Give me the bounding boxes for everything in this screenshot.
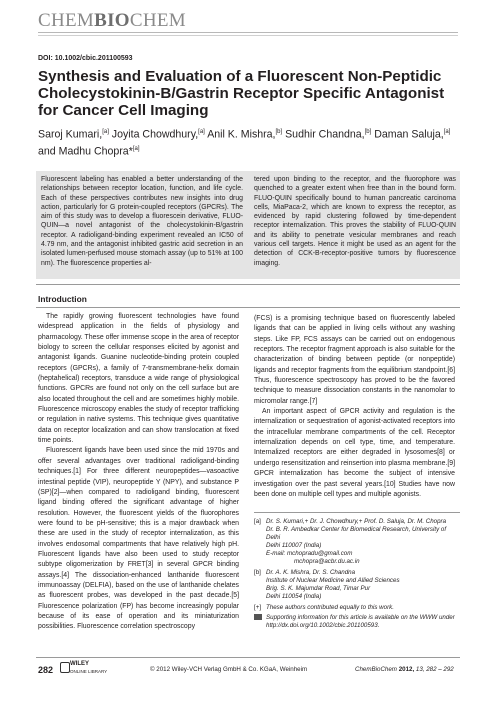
affiliation-tag: [a] <box>254 518 261 525</box>
body-paragraph: (FCS) is a promising technique based on fluorescently labeled ligands that can be applied in living cells without any washing steps. Like FP, FCS assays can be carried out on endogenous receptors. The receptor fragment approach is also suitable for the characterization of binding between peptide (or nonpeptide) ligands and receptor fragments from the equilibrium standpoint.[6] Thus, fluorescence spectroscopy has proved to be the favored technique to measure dissociation constants in the nanomolar to micromolar range.[7] <box>254 315 455 405</box>
body-paragraph: Fluorescent ligands have been used since the mid 1970s and offer several advantages over traditional radioligand-binding techniques.[1] For three different neuropeptides—vasoactive intestinal peptide (VIP), neuropeptide Y (NPY), and substance P (SP)[2]—when compared to radioligand binding, fluorescent ligand binding offered the significant advantage of higher resolution. However, the fluorescent yields of the fluorophores were found to be pH-sensitive; this is a major drawback when these are used in the study of receptor internalization, as this involves endosomal compartments that have relatively high pH. Fluorescent ligands have also been used to study receptor subtype oligomerization by FRET[3] in several GPCR binding assays.[4] The dissociation-enhanced lanthanide fluorescent immunoassay (DELFIA), based on the use of lanthanide chelates as fluorescent probes, was developed in the past decade.[5] Fluorescence polarization (FP) has become increasingly popular because of its ease of operation and its miniaturization possibilities. Fluorescence correlation spectroscopy <box>38 447 239 631</box>
section-divider <box>36 307 460 308</box>
affiliation-mark: [b] <box>364 129 372 135</box>
author-name: Anil K. Mishra, <box>204 128 276 141</box>
abstract-box <box>36 171 460 279</box>
copyright-notice: © 2012 Wiley-VCH Verlag GmbH & Co. KGaA, Weinheim <box>150 666 308 673</box>
affiliation-line: Institute of Nuclear Medicine and Allied Sciences <box>266 577 400 584</box>
author-name: Saroj Kumari, <box>38 128 103 141</box>
note-tag: [+] <box>254 604 262 611</box>
header-rule-secondary <box>38 35 458 36</box>
author-name: Sudhir Chandna, <box>282 128 365 141</box>
email-link[interactable]: mchopra@acbr.du.ac.in <box>294 558 360 565</box>
abstract-text-right: tered upon binding to the receptor, and the fluorophore was quenched to a greater extent when free than in the bound form. FLUO-QUIN specifically bound to human pancreatic carcinoma cells, MiaPaca-2, which are known to express the receptor, as evidenced by rapid clustering followed by time-dependent receptor internalization. This proves the stability of FLUO-QUIN and its ability to penetrate vesicular membranes and reach various cell targets. Hence it might be used as an agent for the detection of CCK-B-receptor-positive tumors by fluorescence imaging. <box>254 176 456 267</box>
author-name: Joyita Chowdhury, <box>108 128 199 141</box>
page-number: 282 <box>38 665 54 675</box>
author-list <box>38 125 468 158</box>
supporting-info-note <box>254 614 460 630</box>
author-name: Daman Saluja, <box>371 128 444 141</box>
wiley-logo-icon <box>60 662 70 673</box>
affiliations-block <box>254 518 460 630</box>
wiley-name: WILEY <box>70 661 89 667</box>
journal-logo: CHEMBIOCHEM <box>38 10 186 31</box>
affiliation-divider <box>254 512 460 513</box>
affiliation-line: Dr. B. R. Ambedkar Center for Biomedical Research, University of Delhi <box>266 526 447 541</box>
section-heading-introduction: Introduction <box>38 294 87 304</box>
citation <box>355 666 454 673</box>
supporting-info-icon <box>254 614 262 620</box>
affiliation-mark: [a] <box>132 145 140 152</box>
doi[interactable]: DOI: 10.1002/cbic.201100593 <box>38 55 133 62</box>
article-title: Synthesis and Evaluation of a Fluorescent Non-Peptidic Cholecystokinin-B/Gastrin Receptor Specific Antagonist for Cancer Cell Imaging <box>38 68 445 119</box>
body-column-left <box>38 312 239 633</box>
citation-journal: ChemBioChem <box>355 666 397 673</box>
affiliation-tag: [b] <box>254 569 261 576</box>
email-link[interactable]: E-mail: mchopradu@gmail.com <box>266 550 353 557</box>
affiliation-mark: [a] <box>102 129 109 135</box>
supporting-info-link[interactable]: Supporting information for this article is available on the WWW under http://dx.doi.org/10.1002/cbic.201100593. <box>266 614 455 629</box>
body-column-right <box>254 314 455 500</box>
abstract-text-left: Fluorescent labeling has enabled a better understanding of the relationships between receptor location, function, and life cycle. Each of these perspectives contributes new insights into drug action, particularly for G protein-coupled receptors (GPCRs). The aim of this study was to develop a fluorescein derivative, FLUO-QUIN—a novel antagonist of the cholecystokinin-B/gastrin receptor. A radioligand-binding experiment revealed an IC50 of 4.79 nm, and the antagonist inhibited gastric acid secretion in an isolated lumen-perfused mouse stomach assay (up to 51% at 100 nm). The fluorescence properties al- <box>41 176 243 267</box>
author-name: and Madhu Chopra* <box>38 145 133 158</box>
affiliation-line: Brig. S. K. Majumdar Road, Timar Pur <box>266 585 371 592</box>
affiliation-mark: [a] <box>443 129 451 135</box>
affiliation-line: Delhi 110007 (India) <box>266 542 322 549</box>
wiley-online-library-logo[interactable] <box>70 661 107 675</box>
citation-volume-pages: 13, 282 – 292 <box>415 666 454 673</box>
wiley-subtitle: ONLINE LIBRARY <box>70 669 108 674</box>
affiliation-mark: [b] <box>275 129 283 135</box>
section-divider <box>36 284 460 285</box>
header-rule <box>38 32 458 33</box>
equal-contribution-note <box>254 604 460 612</box>
citation-year: 2012, <box>398 666 415 673</box>
affiliation-mark: [a] <box>198 129 205 135</box>
affiliation-b <box>254 569 460 601</box>
affiliation-line: Delhi 110054 (India) <box>266 593 322 600</box>
affiliation-line: Dr. A. K. Mishra, Dr. S. Chandna <box>266 569 356 576</box>
affiliation-line: Dr. S. Kumari,+ Dr. J. Chowdhury,+ Prof. D. Saluja, Dr. M. Chopra <box>266 518 447 525</box>
note-text: These authors contributed equally to this work. <box>266 604 394 611</box>
footer-rule <box>36 657 460 658</box>
affiliation-a <box>254 518 460 566</box>
body-paragraph: An important aspect of GPCR activity and regulation is the internalization or sequestration of agonist-activated receptors into the intracellular membrane compartments of the cell. Receptor internalization depends on cell type, time, and temperature. Internalized receptors are either degraded in lysosomes[8] or undergo resensitization and reinsertion into plasma membrane.[9] GPCR internalization has become the subject of intensive investigation over the past several years.[10] Studies have now been done on multiple cell types and multiple agonists. <box>254 408 455 498</box>
body-paragraph: The rapidly growing fluorescent technologies have found widespread application in the fields of physiology and pharmacology. These offer immense scope in the area of receptor biology to screen the cellular responses elicited by agonist and antagonist ligands. Guanine nucleotide-binding protein coupled receptors (GPCRs), a family of 7-transmembrane-helix domain (heptahelical) receptors, transduce a wide range of physiological functions. GPCRs are found not only on the cell surface but are also located throughout the cell and are sometimes highly mobile. Fluorescence microscopy enables the study of receptor trafficking or regulation in native systems. This technique gives quantitative data on receptor localization and can show translocation at fixed time points. <box>38 313 239 445</box>
